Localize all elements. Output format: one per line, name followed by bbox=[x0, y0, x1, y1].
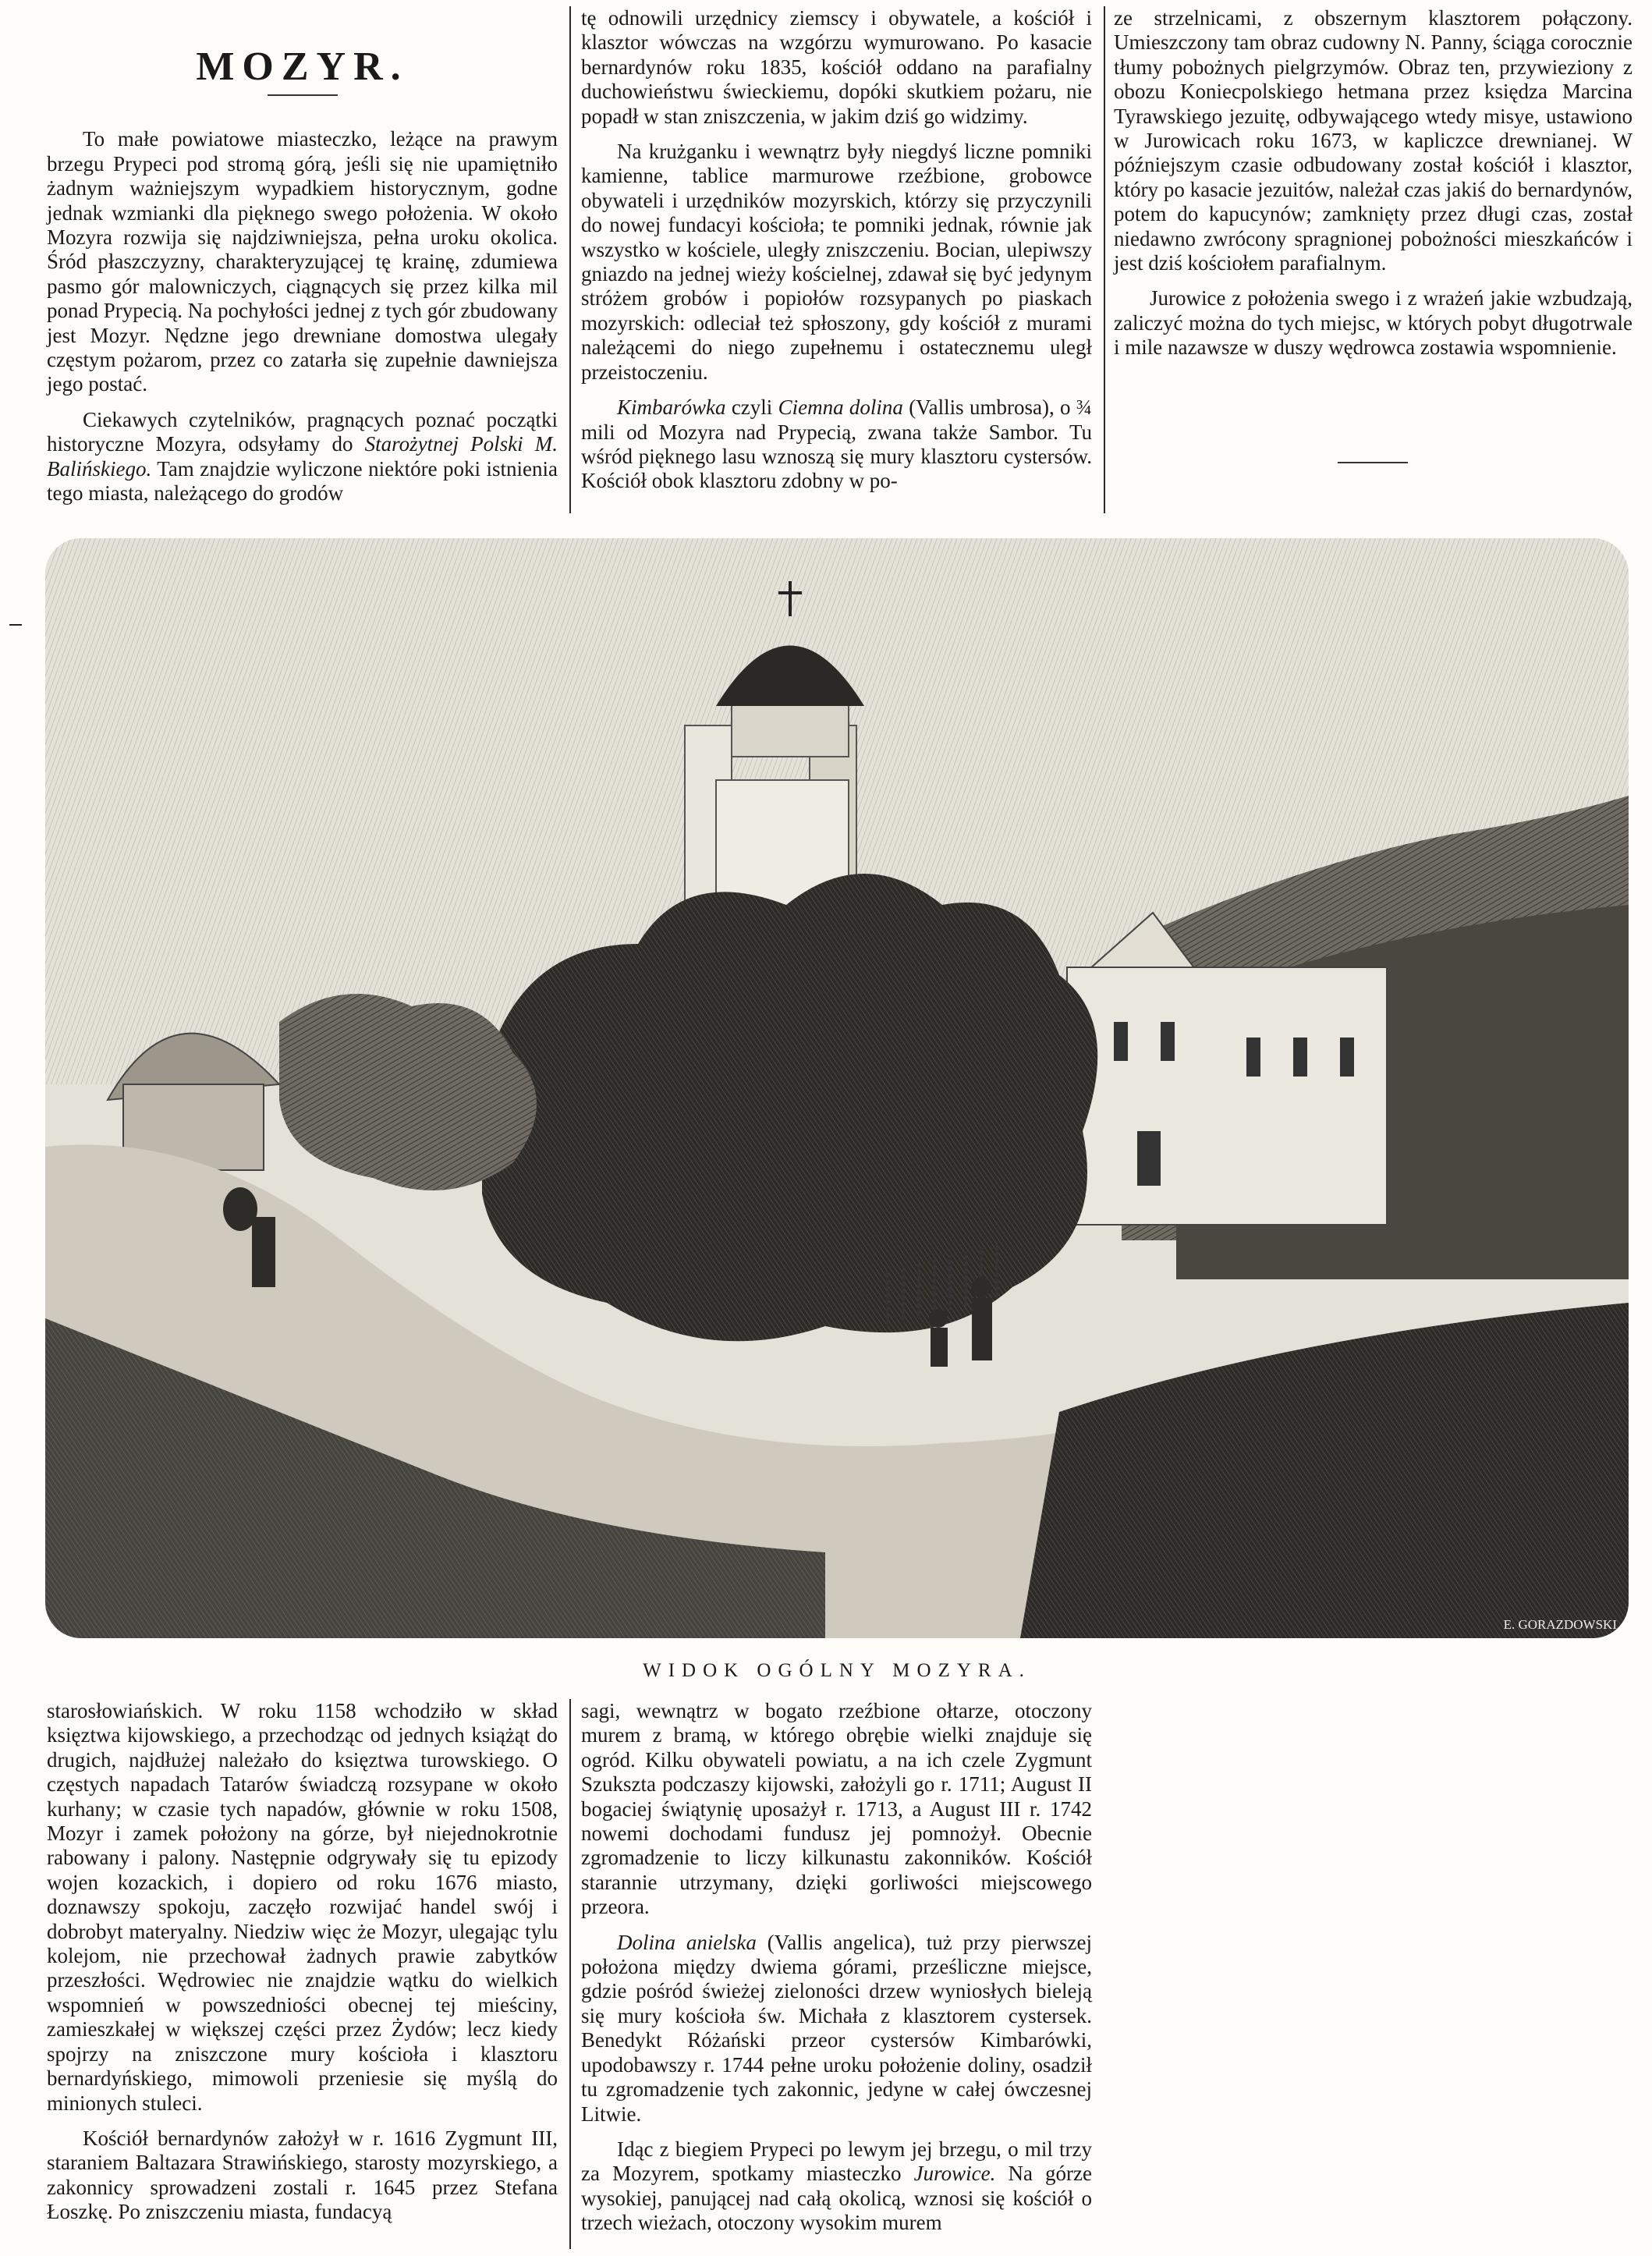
place-name: Jurowice. bbox=[913, 2162, 996, 2186]
place-name: Dolina anielska bbox=[617, 1930, 757, 1954]
column-rule bbox=[1104, 6, 1105, 513]
section-end-rule bbox=[1338, 462, 1408, 463]
text-run: Tam znajdzie wyliczone niektóre poki istnienia tego miasta, należącego do grodów bbox=[47, 456, 558, 505]
article-title: MOZYR. bbox=[196, 44, 409, 89]
text-run: czyli bbox=[731, 396, 773, 420]
engraver-signature: E. GORAZDOWSKI bbox=[1503, 1617, 1617, 1632]
text-run: (Vallis angelica), tuż przy pierwszej położona między dwiema górami, prześliczne miejsce, gdzie pośród świeżej zieloności drzew wyniosłych bieleją się mury kościoła św. Michała z klasztorem cystersek. Benedykt Różański przeor cystersów Kimbarówki, upodobawszy r. 1744 pełne uroku położenie doliny, osadził tu zgromadzenie tych zakonnic, jedyne w całej ówczesnej Litwie. bbox=[581, 1930, 1092, 2126]
title-rule bbox=[268, 94, 338, 96]
reference-title: Starożytnej Polski M. Balińskiego. bbox=[47, 432, 558, 481]
paragraph: tę odnowili urzędnicy ziemscy i obywatele, a kościół i klasztor wówczas na wzgórzu wymurowano. Po kasacie bernardynów roku 1835, kościół oddano na parafialny duchowieństwu świeckiemu, dopóki skutkiem pożaru, nie popadł w stan zniszczenia, w jakim dziś go widzimy. bbox=[581, 6, 1092, 128]
column-bottom-left bbox=[47, 1699, 558, 2236]
paragraph: Kościół bernardynów założył w r. 1616 Zygmunt III, staraniem Baltazara Strawińskiego, starosty mozyrskiego, a zakonnicy sprowadzeni zostali r. 1645 przez Stefana Łoszkę. Po zniszczeniu miasta, fundacyą bbox=[47, 2126, 558, 2224]
engraving-drawing bbox=[45, 538, 1629, 1638]
paragraph bbox=[581, 2137, 1092, 2236]
paragraph bbox=[581, 1931, 1092, 2127]
paragraph: ze strzelnicami, z obszernym klasztorem połączony. Umieszczony tam obraz cudowny N. Panny, ściąga corocznie tłumy pobożnych pielgrzymów. Obraz ten, przywieziony z obozu Koniecpolskiego hetmana przez księdza Marcina Tyrawskiego jezuitę, odbywającego wtedy misye, ustawiono w Jurowicach roku 1673, w kapliczce drewnianej. W późniejszym czasie odbudowany został kościół i klasztor, który po kasacie jezuitów, należał czas jakiś do bernardynów, potem do kapucynów; zamknięty przez długi czas, został niedawno zwrócony spragnionej pobożności mieszkańców i jest dziś kościołem parafialnym. bbox=[1114, 6, 1633, 275]
paragraph: Jurowice z położenia swego i z wrażeń jakie wzbudzają, zaliczyć można do tych miejsc, w których pobyt długotrwale i mile nazawsze w duszy wędrowca zostawia wspomnienie. bbox=[1114, 286, 1633, 360]
paragraph bbox=[581, 396, 1092, 494]
column-bottom-middle bbox=[581, 1699, 1092, 2247]
margin-mark bbox=[9, 624, 22, 626]
place-name: Ciemna dolina bbox=[778, 396, 903, 420]
column-top-left bbox=[47, 31, 558, 517]
paragraph: starosłowiańskich. W roku 1158 wchodziło w skład księztwa kijowskiego, a przechodząc od jednych książąt do drugich, najdłużej należało do księztwa turowskiego. O częstych napadach Tatarów świadczą rozsypane w około kurhany; w czasie tych napadów, głównie w roku 1508, Mozyr i zamek położony na górze, był niejednokrotnie rabowany i palony. Następnie odgrywały się tu epizody wojen kozackich, i dopiero od roku 1676 miasto, doznawszy spokoju, zaczęło rozwijać handel swój i dobrobyt materyalny. Niedziw więc że Mozyr, ulegając tylu kolejom, nie przechował żadnych prawie zabytków przeszłości. Wędrowiec nie znajdzie wątku do wielkich wspomnień w powszedniości obecnej tej mieściny, zamieszkałej w większej części przez Żydów; lecz kiedy spojrzy na zniszczone mury kościoła i klasztoru bernardyńskiego, mimowoli przeniesie się myślą do minionych stuleci. bbox=[47, 1699, 558, 2115]
paragraph bbox=[47, 408, 558, 506]
engraving-view-of-mozyr bbox=[45, 538, 1629, 1638]
place-name: Kimbarówka bbox=[617, 396, 726, 420]
paragraph: Na krużganku i wewnątrz były niegdyś liczne pomniki kamienne, tablice marmurowe rzeźbione, grobowce obywateli i urzędników mozyrskich, którzy się przyczynili do nowej fundacyi kościoła; te pomniki jednak, równie jak wszystko w kościele, uległy zniszczeniu. Bocian, ulepiwszy gniazdo na jednej wieży kościelnej, zdawał się być jedynym stróżem grobów i popiołów rozsypanych po piaskach mozyrskich: odleciał też spłoszony, gdy kościół z murami należącemi do niego zupełnemu i ostatecznemu uległ przeistoczeniu. bbox=[581, 140, 1092, 384]
paragraph: sagi, wewnątrz w bogato rzeźbione ołtarze, otoczony murem z bramą, w którego obrębie wielki znajduje się ogród. Kilku obywateli powiatu, a na ich czele Zygmunt Szukszta podczaszy kijowski, założyli go r. 1711; August II bogaciej świątynię uposażył r. 1713, a August III r. 1742 nowemi dochodami fundusz jej pomnożył. Obecnie zgromadzenie to liczy kilkunastu zakonników. Kościół starannie utrzymany, dzięki gorliwości miejscowego przeora. bbox=[581, 1699, 1092, 1919]
text-run: Na górze wysokiej, panującej nad całą okolicą, wznosi się kościół o trzech wieżach, otoczony wysokim murem bbox=[581, 2162, 1093, 2235]
illustration-caption: WIDOK OGÓLNY MOZYRA. bbox=[643, 1660, 1031, 1681]
column-rule bbox=[569, 6, 571, 513]
column-top-middle bbox=[581, 6, 1092, 505]
text-run: Ciekawych czytelników, pragnących poznać początki historyczne Mozyra, odsyłamy do bbox=[47, 407, 558, 456]
text-run: Idąc z biegiem Prypeci po lewym jej brzegu, o mil trzy za Mozyrem, spotkamy miasteczko bbox=[581, 2137, 1092, 2186]
column-rule bbox=[569, 1699, 571, 2249]
paragraph: To małe powiatowe miasteczko, leżące na prawym brzegu Prypeci pod stromą górą, jeśli się nie upamiętniło żadnym ważniejszym wypadkiem historycznym, godne jednak wzmianki dla pięknego swego położenia. W około Mozyra rozwija się najdziwniejsza, pełna uroku okolica. Śród płaszczyzny, charakteryzującej tę krainę, zdumiewa pasmo gór malowniczych, ciągnących się przez kilka mil ponad Prypecią. Na pochyłości jednej z tych gór zbudowany jest Mozyr. Nędzne jego drewniane domostwa ulegały częstym pożarom, przez co zatarła się zupełnie dawniejsza jego postać. bbox=[47, 127, 558, 396]
column-top-right bbox=[1114, 6, 1633, 371]
text-run: (Vallis umbrosa), o ¾ mili od Mozyra nad Prypecią, zwana także Sambor. Tu wśród pięknego lasu wznoszą się mury klasztoru cystersów. Kościół obok klasztoru zdobny w po- bbox=[581, 396, 1093, 493]
